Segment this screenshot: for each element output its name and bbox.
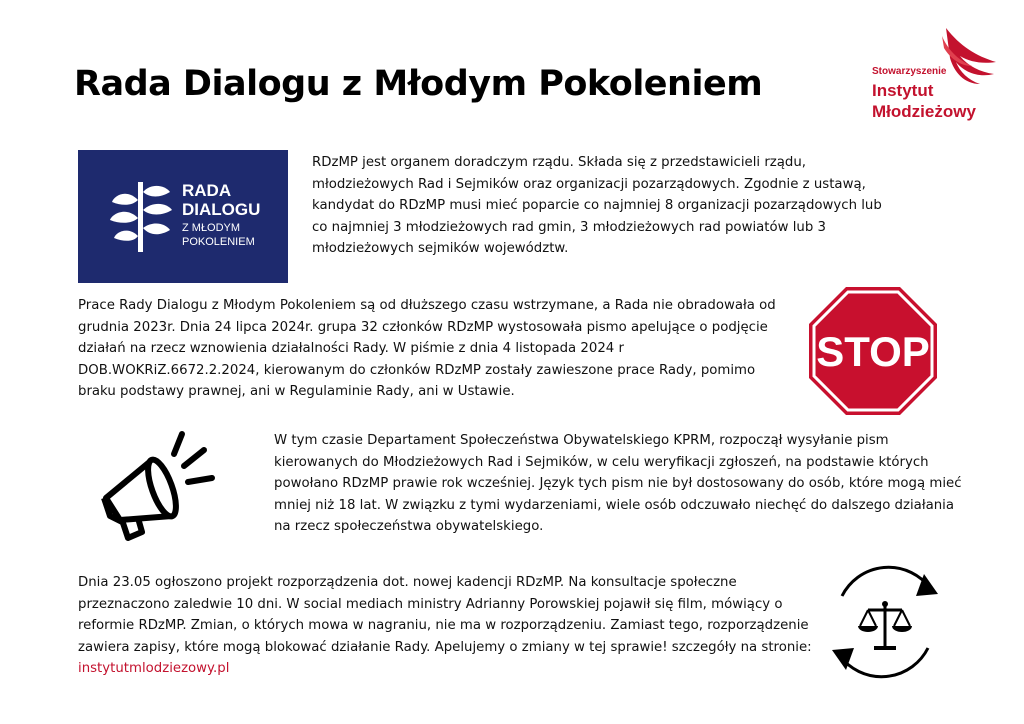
org-logo-line2: Młodzieżowy bbox=[872, 102, 976, 121]
stop-sign-text: STOP bbox=[816, 328, 930, 375]
rada-logo-word4: POKOLENIEM bbox=[182, 236, 255, 248]
paragraph-suspension: Prace Rady Dialogu z Młodym Pokoleniem są od dłuższego czasu wstrzymane, a Rada nie obradowała od grudnia 2023r. Dnia 24 lipca 2024r. grupa 32 członków RDzMP wystosowała pismo apelujące o podjęcie działań na rzecz wznowienia działalności Rady. W piśmie z dnia 4 listopada 2024 r DOB.WOKRiZ.6672.2.2024, kierowanym do członków RDzMP zostały zawieszone prace Rady, pomimo braku podstawy prawnej, ani w Regulaminie Rady, ani w Ustawie. bbox=[78, 298, 776, 399]
page-title: Rada Dialogu z Młodym Pokoleniem bbox=[74, 64, 763, 104]
paragraph-regulation-text: Dnia 23.05 ogłoszono projekt rozporządzenia dot. nowej kadencji RDzMP. Na konsultacje społeczne przeznaczono zaledwie 10 dni. W social mediach ministry Adrianny Porowskiej pojawił się film, mówiący o reformie RDzMP. Zmian, o których mowa w nagraniu, nie ma w rozporządzeniu. Zamiast tego, rozporządzenie zawiera zapisy, które mogą blokować działanie Rady. Apelujemy o zmiany w tej sprawie! szczegóły na stronie: bbox=[78, 575, 812, 655]
paragraph-regulation bbox=[78, 572, 818, 680]
scales-refresh-icon bbox=[820, 560, 950, 684]
stop-sign-icon bbox=[807, 285, 939, 417]
rada-logo-word1: RADA bbox=[182, 181, 232, 200]
org-logo-small: Stowarzyszenie bbox=[872, 66, 947, 77]
rada-logo bbox=[78, 150, 288, 283]
org-logo bbox=[868, 26, 1008, 126]
org-logo-line1: Instytut bbox=[872, 81, 934, 100]
megaphone-icon bbox=[98, 430, 218, 542]
wing-icon bbox=[938, 26, 1002, 88]
paragraph-intro: RDzMP jest organem doradczym rządu. Składa się z przedstawicieli rządu, młodzieżowych Rad i Sejmików oraz organizacji pozarządowych. Zgodnie z ustawą, kandydat do RDzMP musi mieć poparcie co najmniej 8 organizacji pozarządowych lub co najmniej 3 młodzieżowych rad gmin, 3 młodzieżowych rad powiatów lub 3 młodzieżowych sejmików województw. bbox=[312, 155, 882, 256]
paragraph-kprm: W tym czasie Departament Społeczeństwa Obywatelskiego KPRM, rozpoczął wysyłanie pism kierowanych do Młodzieżowych Rad i Sejmików, w celu weryfikacji zgłoszeń, na podstawie których powołano RDzMP prawie rok wcześniej. Język tych pism nie był dostosowany do osób, które mogą mieć mniej niż 18 lat. W związku z tymi wydarzeniami, wiele osób odczuwało niechęć do dalszego działania na rzecz społeczeństwa obywatelskiego. bbox=[274, 433, 962, 534]
rada-logo-word2: DIALOGU bbox=[182, 200, 261, 219]
website-link[interactable]: instytutmlodziezowy.pl bbox=[78, 661, 230, 676]
rada-logo-word3: Z MŁODYM bbox=[182, 222, 241, 234]
speech-bubbles-icon bbox=[108, 182, 174, 254]
